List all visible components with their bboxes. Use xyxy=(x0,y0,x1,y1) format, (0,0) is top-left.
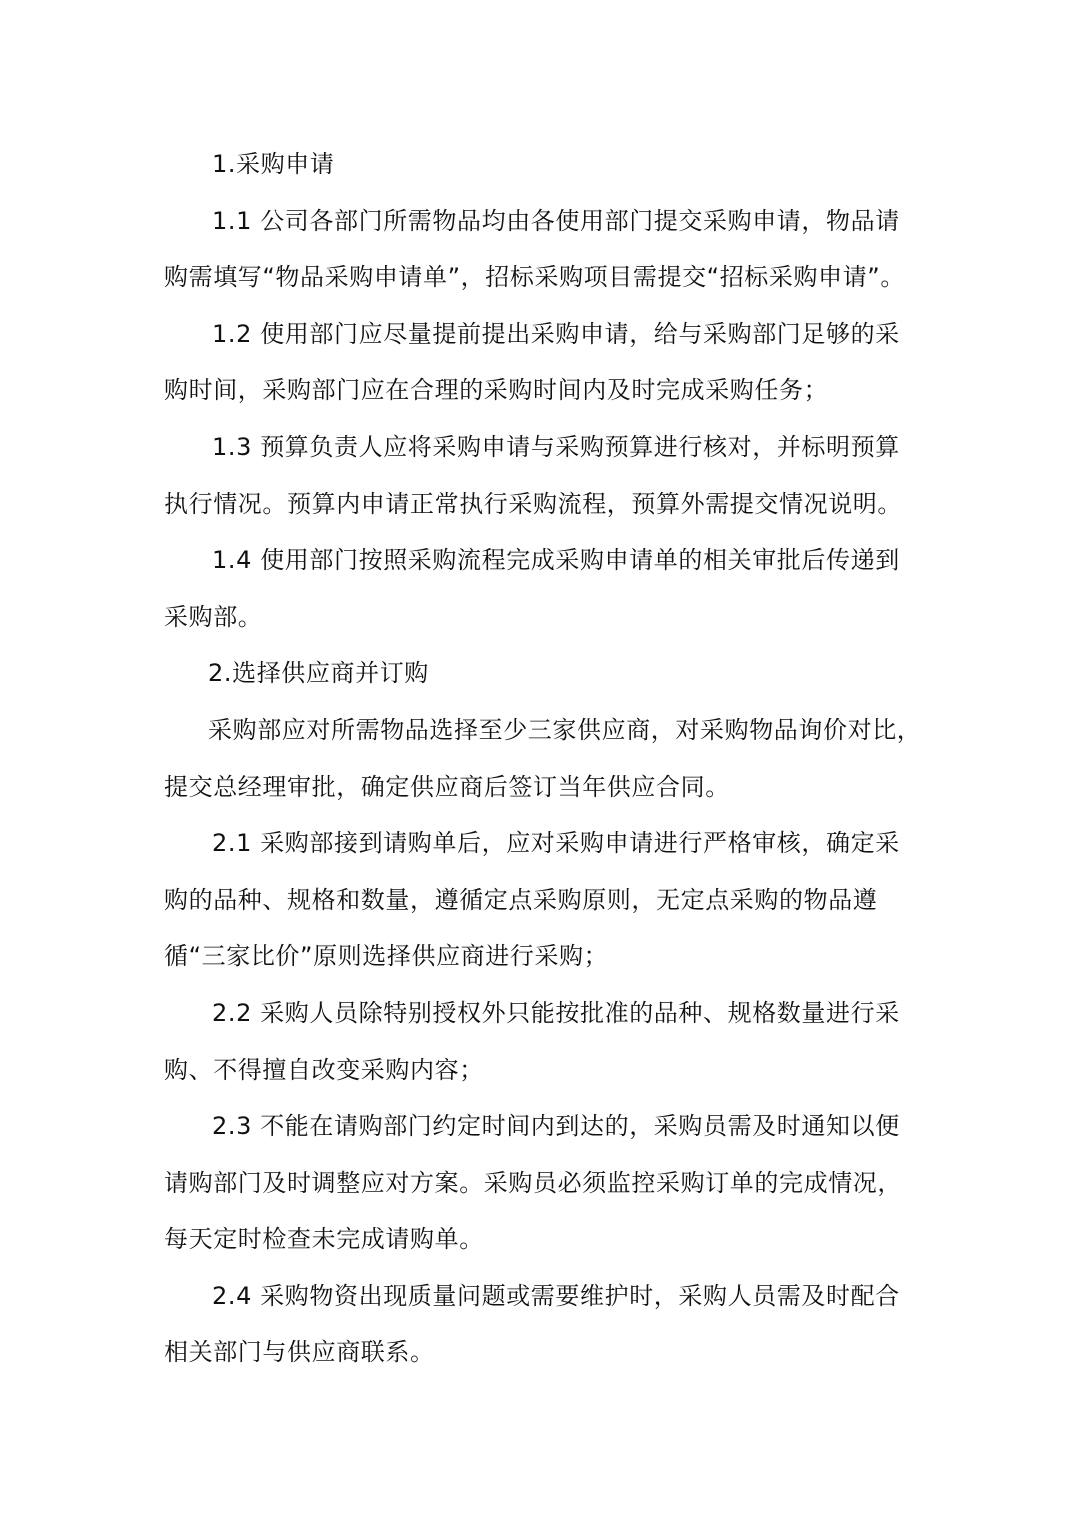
paragraph: 2.3 不能在请购部门约定时间内到达的，采购员需及时通知以便请购部门及时调整应对方案。采购员必须监控采购订单的完成情况，每天定时检查未完成请购单。 xyxy=(164,1112,902,1254)
paragraph: 2.2 采购人员除特别授权外只能按批准的品种、规格数量进行采购、不得擅自改变采购内容； xyxy=(164,998,900,1084)
paragraph: 2.1 采购部接到请购单后，应对采购申请进行严格审核，确定采购的品种、规格和数量，遵循定点采购原则，无定点采购的物品遵循“三家比价”原则选择供应商进行采购； xyxy=(164,829,900,971)
document-body xyxy=(164,136,924,1381)
paragraph: 1.4 使用部门按照采购流程完成采购申请单的相关审批后传递到采购部。 xyxy=(164,546,900,631)
paragraph: 1.2 使用部门应尽量提前提出采购申请，给与采购部门足够的采购时间，采购部门应在合理的采购时间内及时完成采购任务； xyxy=(164,319,900,405)
paragraph: 2.4 采购物资出现质量问题或需要维护时，采购人员需及时配合相关部门与供应商联系。 xyxy=(164,1281,900,1367)
paragraph: 1.3 预算负责人应将采购申请与采购预算进行核对，并标明预算执行情况。预算内申请正常执行采购流程，预算外需提交情况说明。 xyxy=(164,432,902,518)
paragraph: 1.1 公司各部门所需物品均由各使用部门提交采购申请，物品请购需填写“物品采购申请单”，招标采购项目需提交“招标采购申请”。 xyxy=(164,206,905,292)
section-heading: 1.采购申请 xyxy=(212,150,335,178)
section-heading: 2.选择供应商并订购 xyxy=(208,659,429,688)
paragraph: 采购部应对所需物品选择至少三家供应商，对采购物品询价对比，提交总经理审批，确定供应商后签订当年供应合同。 xyxy=(164,715,922,801)
